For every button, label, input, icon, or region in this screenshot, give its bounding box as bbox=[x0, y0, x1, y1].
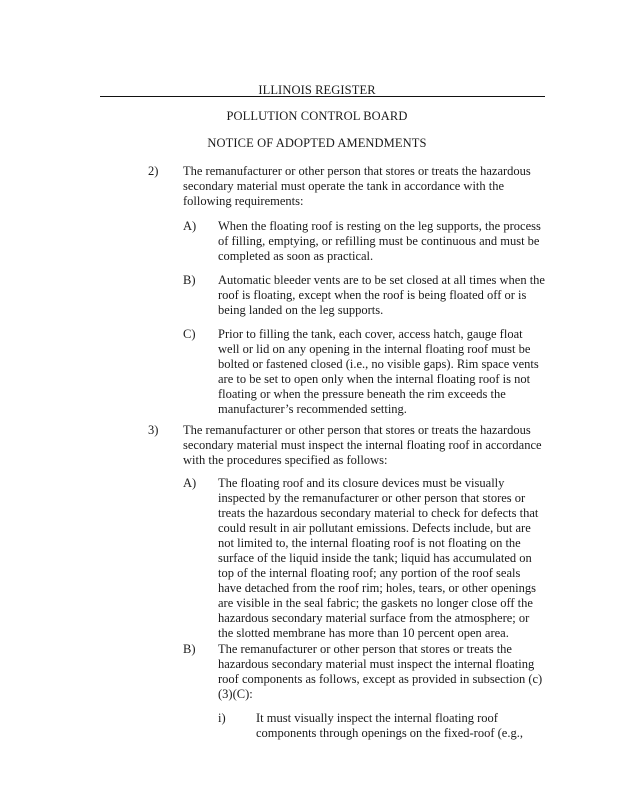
notice-heading: NOTICE OF ADOPTED AMENDMENTS bbox=[207, 136, 427, 150]
subitem-label: C) bbox=[183, 327, 196, 341]
subitem-text: Prior to filling the tank, each cover, access hatch, gauge float well or lid on any opening in the internal floating roof must be bolted or fastened closed (i.e., no visible gaps). Rim space vents are to be set to open only when the internal floating roof is not floating or when the pressure beneath the rim exceeds the manufacturer’s recommended setting. bbox=[218, 327, 539, 416]
subitem-text: When the floating roof is resting on the leg supports, the process of filling, emptying, or refilling must be continuous and must be completed as soon as practical. bbox=[218, 219, 541, 263]
subsubitem-label: i) bbox=[218, 711, 226, 725]
subsubitem-text: It must visually inspect the internal floating roof components through openings on the fixed-roof (e.g., bbox=[256, 711, 523, 740]
subitem-label: B) bbox=[183, 273, 196, 287]
subitem-text: The remanufacturer or other person that stores or treats the hazardous secondary material must inspect the internal floating roof components as follows, except as provided in subsection (c)(3)(C): bbox=[218, 642, 543, 701]
subitem-label: B) bbox=[183, 642, 196, 656]
register-heading: ILLINOIS REGISTER bbox=[258, 83, 376, 97]
item-text: The remanufacturer or other person that stores or treats the hazardous secondary material must operate the tank in accordance with the following requirements: bbox=[183, 164, 531, 208]
board-heading: POLLUTION CONTROL BOARD bbox=[226, 109, 408, 123]
subitem-label: A) bbox=[183, 476, 197, 490]
item-label: 2) bbox=[148, 164, 159, 178]
item-label: 3) bbox=[148, 423, 159, 437]
subitem-text: The floating roof and its closure devices must be visually inspected by the remanufacturer or other person that stores or treats the hazardous secondary material to check for defects that could result in air pollutant emissions. Defects include, but are not limited to, the internal floating roof is not floating on the surface of the liquid inside the tank; liquid has accumulated on top of the internal floating roof; any portion of the roof seals have detached from the roof rim; holes, tears, or other openings are visible in the seal fabric; the gaskets no longer close off the hazardous secondary material surface from the atmosphere; or the slotted membrane has more than 10 percent open area. bbox=[218, 476, 539, 640]
item-text: The remanufacturer or other person that stores or treats the hazardous secondary material must inspect the internal floating roof in accordance with the procedures specified as follows: bbox=[183, 423, 542, 467]
header-rule bbox=[100, 96, 545, 97]
subitem-text: Automatic bleeder vents are to be set closed at all times when the roof is floating, except when the roof is being floated off or is being landed on the leg supports. bbox=[218, 273, 545, 317]
subitem-label: A) bbox=[183, 219, 197, 233]
